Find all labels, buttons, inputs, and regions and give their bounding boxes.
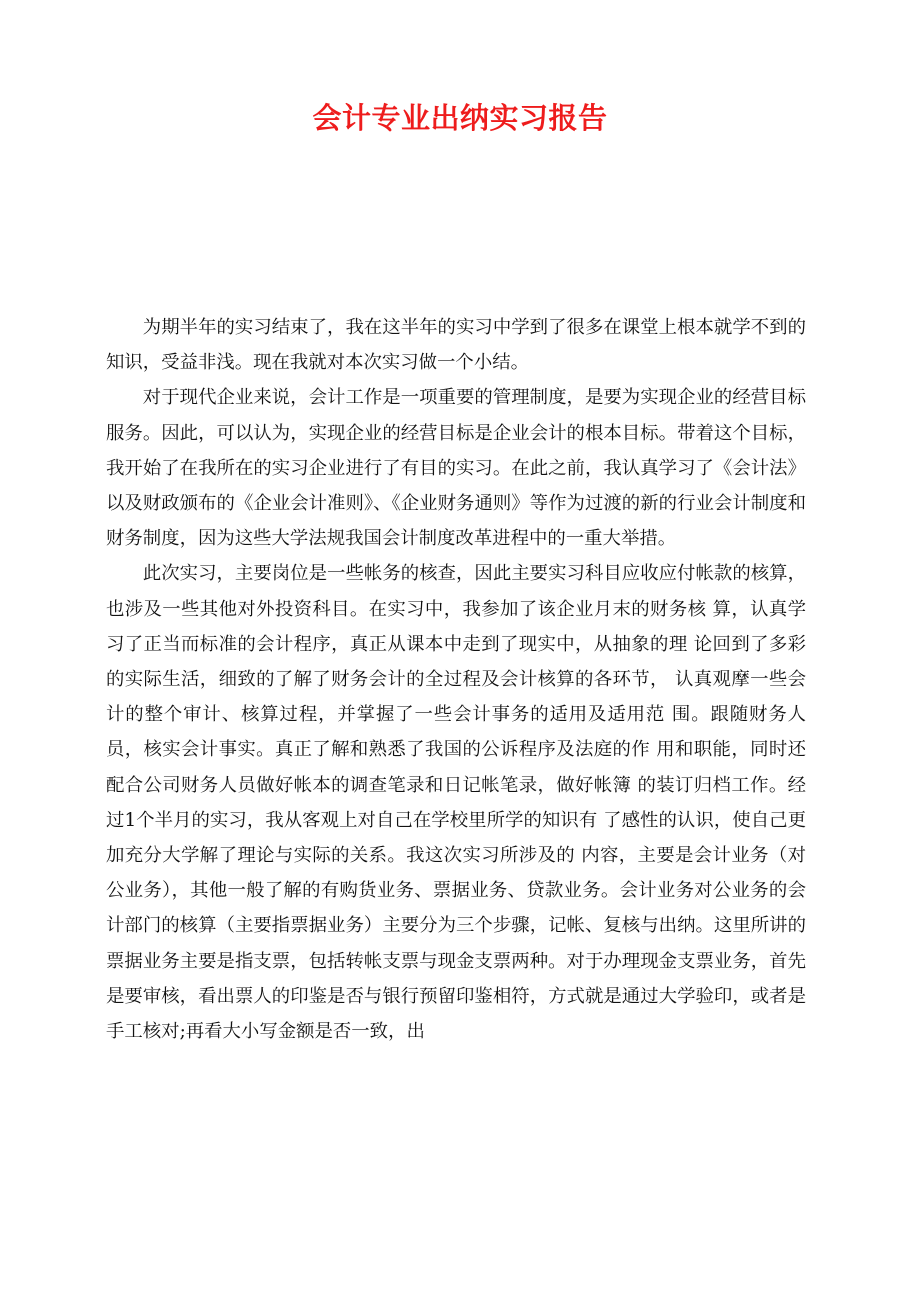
- paragraph-accounting-purpose: 对于现代企业来说，会计工作是一项重要的管理制度，是要为实现企业的经营目标服务。因此，可以认为，实现企业的经营目标是企业会计的根本目标。带着这个目标，我开始了在我所在的实习企业进行了有目的实习。在此之前，我认真学习了《会计法》以及财政颁布的《企业会计准则》、《企业财务通则》等作为过渡的新的行业会计制度和财务制度，因为这些大学法规我国会计制度改革进程中的一重大举措。: [106, 387, 806, 550]
- paragraph-intro: 为期半年的实习结束了，我在这半年的实习中学到了很多在课堂上根本就学不到的知识，受益非浅。现在我就对本次实习做一个小结。: [106, 317, 806, 374]
- paragraph-internship-details: 此次实习，主要岗位是一些帐务的核查，因此主要实习科目应收应付帐款的核算，也涉及一些其他对外投资科目。在实习中，我参加了该企业月末的财务核 算，认真学习了正当而标准的会计程序，真正从课本中走到了现实中，从抽象的理 论回到了多彩的实际生活，细致的了解了财务会计的全过程及会计核算的各环节， 认真观摩一些会计的整个审计、核算过程，并掌握了一些会计事务的适用及适用范 围。跟随财务人员，核实会计事实。真正了解和熟悉了我国的公诉程序及法庭的作 用和职能，同时还配合公司财务人员做好帐本的调查笔录和日记帐笔录，做好帐簿 的装订归档工作。经过1个半月的实习，我从客观上对自己在学校里所学的知识有 了感性的认识，使自己更加充分大学解了理论与实际的关系。我这次实习所涉及的 内容，主要是会计业务（对公业务），其他一般了解的有购货业务、票据业务、贷款业务。会计业务对公业务的会计部门的核算（主要指票据业务）主要分为三个步骤，记帐、复核与出纳。这里所讲的票据业务主要是指支票，包括转帐支票与现金支票两种。对于办理现金支票业务，首先是要审核，看出票人的印鉴是否与银行预留印鉴相符，方式就是通过大学验印，或者是手工核对;再看大小写金额是否一致，出: [106, 563, 806, 1043]
- document-title: 会计专业出纳实习报告: [312, 101, 608, 135]
- document-body: [106, 310, 806, 1049]
